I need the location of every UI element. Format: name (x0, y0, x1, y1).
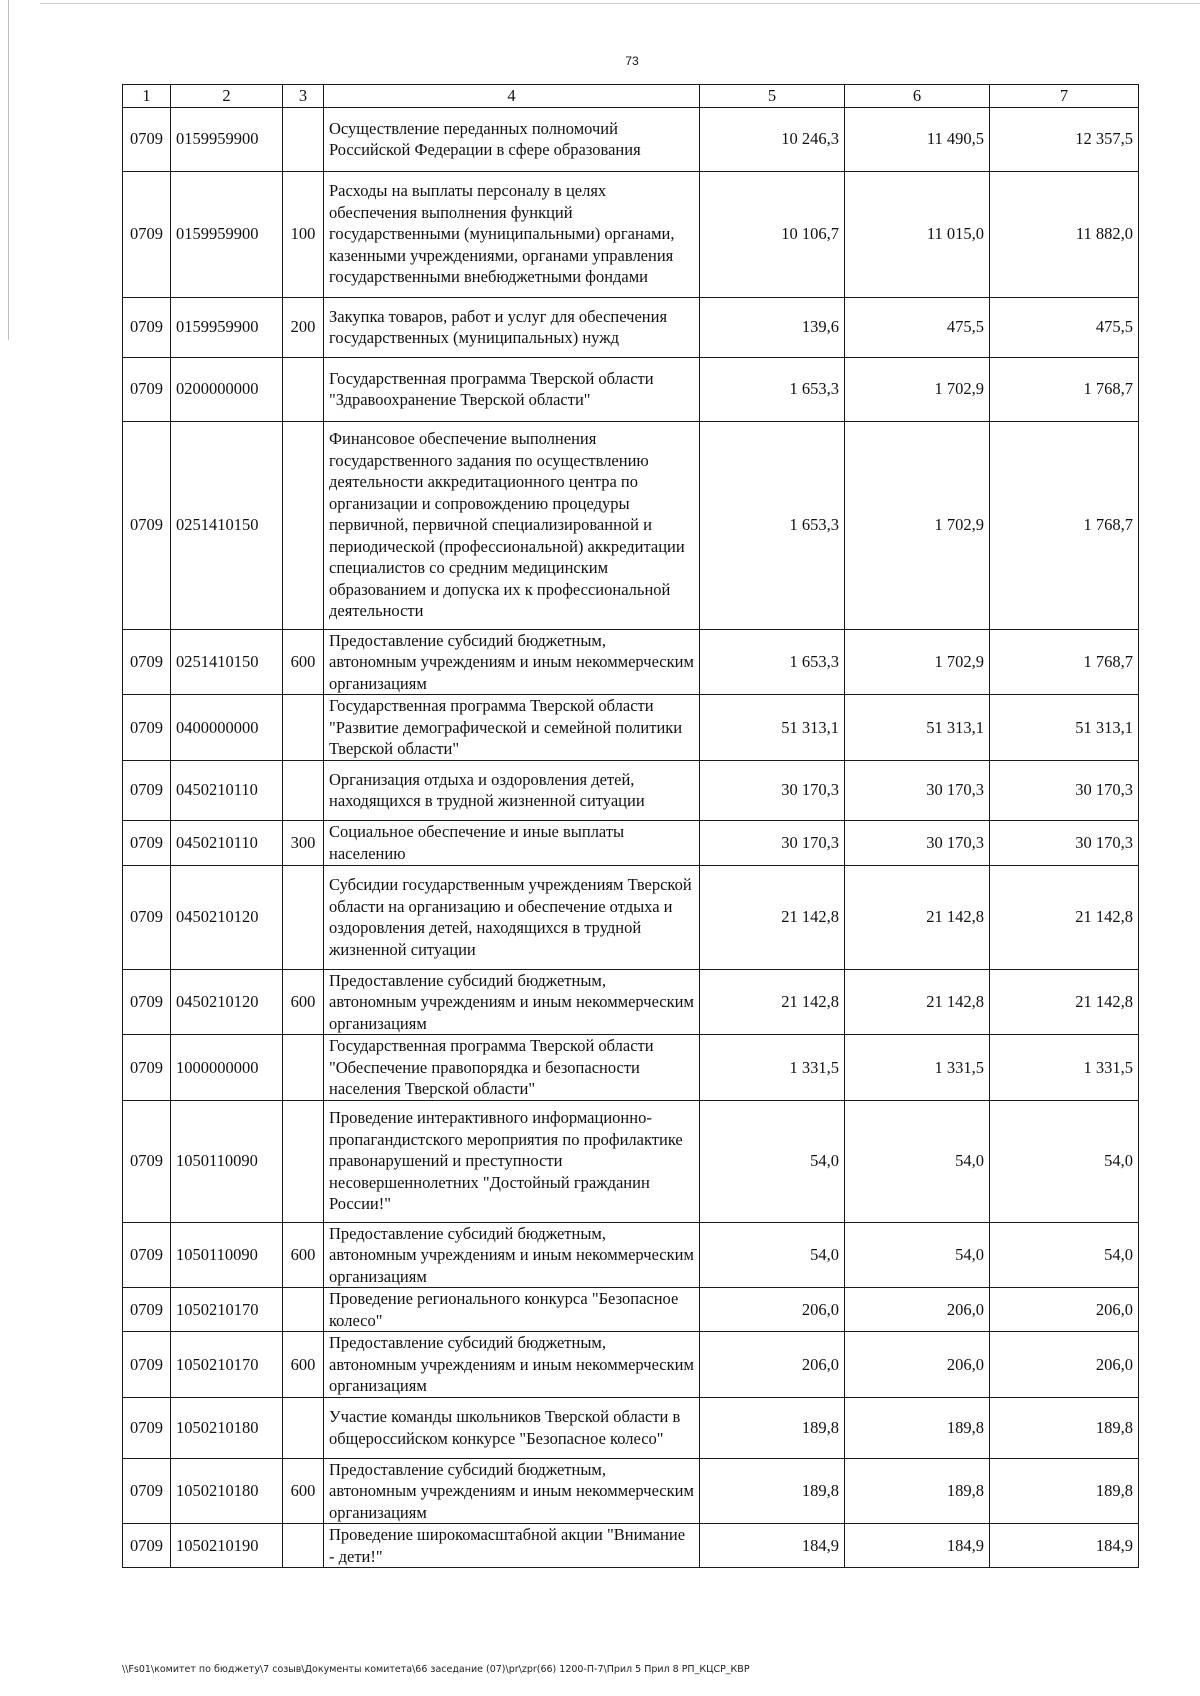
header-col-7: 7 (990, 85, 1139, 108)
target-code-cell: 0159959900 (171, 107, 283, 171)
scan-edge-left (8, 0, 9, 340)
item-name-cell: Проведение регионального конкурса "Безопасное колесо" (324, 1288, 700, 1332)
table-row (123, 171, 1139, 297)
expense-kind-cell: 200 (283, 297, 324, 357)
section-cell: 0709 (123, 1524, 171, 1568)
amount-col6-cell: 21 142,8 (845, 969, 990, 1035)
table-row (123, 1222, 1139, 1288)
section-cell: 0709 (123, 820, 171, 865)
footer-file-path: \\Fs01\комитет по бюджету\7 созыв\Документы комитета\66 заседание (07)\pr\zpr(66) 1200-П-7\Прил 5 Прил 8 РП_КЦСР_КВР (122, 1664, 750, 1675)
amount-col7-cell: 1 768,7 (990, 421, 1139, 629)
section-cell: 0709 (123, 695, 171, 761)
amount-col7-cell: 51 313,1 (990, 695, 1139, 761)
table-row (123, 107, 1139, 171)
section-cell: 0709 (123, 865, 171, 969)
section-cell: 0709 (123, 1332, 171, 1398)
item-name-cell: Предоставление субсидий бюджетным, автономным учреждениям и иным некоммерческим организациям (324, 629, 700, 695)
amount-col5-cell: 10 246,3 (700, 107, 845, 171)
item-name-cell: Закупка товаров, работ и услуг для обеспечения государственных (муниципальных) нужд (324, 297, 700, 357)
amount-col6-cell: 206,0 (845, 1332, 990, 1398)
amount-col7-cell: 189,8 (990, 1458, 1139, 1524)
amount-col5-cell: 189,8 (700, 1458, 845, 1524)
section-cell: 0709 (123, 1458, 171, 1524)
target-code-cell: 1050210170 (171, 1332, 283, 1398)
item-name-cell: Расходы на выплаты персоналу в целях обеспечения выполнения функций государственными (муниципальными) органами, казенными учреждениями, органами управления государственными внебюджетными фондами (324, 171, 700, 297)
target-code-cell: 0159959900 (171, 171, 283, 297)
amount-col7-cell: 1 768,7 (990, 357, 1139, 421)
section-cell: 0709 (123, 629, 171, 695)
amount-col7-cell: 21 142,8 (990, 969, 1139, 1035)
amount-col6-cell: 189,8 (845, 1397, 990, 1458)
amount-col6-cell: 51 313,1 (845, 695, 990, 761)
table-row (123, 1100, 1139, 1222)
table-body (123, 107, 1139, 1568)
item-name-cell: Субсидии государственным учреждениям Тверской области на организацию и обеспечение отдыха и оздоровления детей, находящихся в трудной жизненной ситуации (324, 865, 700, 969)
amount-col6-cell: 54,0 (845, 1100, 990, 1222)
header-col-1: 1 (123, 85, 171, 108)
expense-kind-cell (283, 865, 324, 969)
amount-col7-cell: 206,0 (990, 1288, 1139, 1332)
amount-col5-cell: 54,0 (700, 1222, 845, 1288)
section-cell: 0709 (123, 297, 171, 357)
amount-col7-cell: 12 357,5 (990, 107, 1139, 171)
item-name-cell: Участие команды школьников Тверской области в общероссийском конкурсе "Безопасное колесо" (324, 1397, 700, 1458)
section-cell: 0709 (123, 1100, 171, 1222)
expense-kind-cell (283, 760, 324, 820)
amount-col6-cell: 11 015,0 (845, 171, 990, 297)
target-code-cell: 0200000000 (171, 357, 283, 421)
amount-col5-cell: 21 142,8 (700, 865, 845, 969)
amount-col5-cell: 54,0 (700, 1100, 845, 1222)
target-code-cell: 1000000000 (171, 1035, 283, 1101)
section-cell: 0709 (123, 1222, 171, 1288)
page-number: 73 (625, 54, 639, 68)
table-row (123, 1332, 1139, 1398)
target-code-cell: 1050110090 (171, 1100, 283, 1222)
amount-col6-cell: 11 490,5 (845, 107, 990, 171)
amount-col7-cell: 189,8 (990, 1397, 1139, 1458)
table-row (123, 1288, 1139, 1332)
amount-col5-cell: 189,8 (700, 1397, 845, 1458)
amount-col7-cell: 21 142,8 (990, 865, 1139, 969)
section-cell: 0709 (123, 107, 171, 171)
scan-edge-top (40, 3, 1200, 4)
amount-col6-cell: 206,0 (845, 1288, 990, 1332)
table-row (123, 297, 1139, 357)
header-col-4: 4 (324, 85, 700, 108)
amount-col7-cell: 30 170,3 (990, 820, 1139, 865)
expense-kind-cell (283, 1288, 324, 1332)
amount-col6-cell: 21 142,8 (845, 865, 990, 969)
budget-table (122, 84, 1139, 1568)
section-cell: 0709 (123, 1288, 171, 1332)
amount-col7-cell: 1 331,5 (990, 1035, 1139, 1101)
target-code-cell: 1050110090 (171, 1222, 283, 1288)
amount-col7-cell: 30 170,3 (990, 760, 1139, 820)
amount-col5-cell: 1 653,3 (700, 357, 845, 421)
expense-kind-cell (283, 1035, 324, 1101)
amount-col5-cell: 10 106,7 (700, 171, 845, 297)
amount-col6-cell: 184,9 (845, 1524, 990, 1568)
amount-col6-cell: 54,0 (845, 1222, 990, 1288)
amount-col7-cell: 54,0 (990, 1222, 1139, 1288)
section-cell: 0709 (123, 421, 171, 629)
header-col-5: 5 (700, 85, 845, 108)
amount-col6-cell: 1 702,9 (845, 357, 990, 421)
item-name-cell: Предоставление субсидий бюджетным, автономным учреждениям и иным некоммерческим организациям (324, 1332, 700, 1398)
expense-kind-cell (283, 1397, 324, 1458)
expense-kind-cell (283, 357, 324, 421)
amount-col5-cell: 1 653,3 (700, 421, 845, 629)
expense-kind-cell (283, 1524, 324, 1568)
table-row (123, 760, 1139, 820)
expense-kind-cell (283, 1100, 324, 1222)
table-row (123, 629, 1139, 695)
amount-col5-cell: 206,0 (700, 1332, 845, 1398)
header-col-6: 6 (845, 85, 990, 108)
item-name-cell: Проведение широкомасштабной акции "Внимание - дети!" (324, 1524, 700, 1568)
target-code-cell: 0450210110 (171, 820, 283, 865)
item-name-cell: Государственная программа Тверской области "Развитие демографической и семейной политики Тверской области" (324, 695, 700, 761)
item-name-cell: Организация отдыха и оздоровления детей, находящихся в трудной жизненной ситуации (324, 760, 700, 820)
target-code-cell: 0251410150 (171, 629, 283, 695)
expense-kind-cell: 300 (283, 820, 324, 865)
item-name-cell: Финансовое обеспечение выполнения государственного задания по осуществлению деятельности аккредитационного центра по организации и сопровождению процедуры первичной, первичной специализированной и периодической (профессиональной) аккредитации специалистов со средним медицинским образованием и допуска их к профессиональной деятельности (324, 421, 700, 629)
amount-col5-cell: 1 331,5 (700, 1035, 845, 1101)
target-code-cell: 1050210170 (171, 1288, 283, 1332)
target-code-cell: 0159959900 (171, 297, 283, 357)
section-cell: 0709 (123, 357, 171, 421)
amount-col5-cell: 30 170,3 (700, 820, 845, 865)
table-row (123, 865, 1139, 969)
target-code-cell: 0450210120 (171, 969, 283, 1035)
item-name-cell: Предоставление субсидий бюджетным, автономным учреждениям и иным некоммерческим организациям (324, 1222, 700, 1288)
expense-kind-cell: 100 (283, 171, 324, 297)
target-code-cell: 0251410150 (171, 421, 283, 629)
amount-col5-cell: 139,6 (700, 297, 845, 357)
section-cell: 0709 (123, 969, 171, 1035)
amount-col7-cell: 475,5 (990, 297, 1139, 357)
section-cell: 0709 (123, 171, 171, 297)
expense-kind-cell (283, 421, 324, 629)
table-row (123, 1035, 1139, 1101)
target-code-cell: 0400000000 (171, 695, 283, 761)
amount-col6-cell: 475,5 (845, 297, 990, 357)
table-header-row (123, 85, 1139, 108)
amount-col7-cell: 206,0 (990, 1332, 1139, 1398)
expense-kind-cell: 600 (283, 629, 324, 695)
table-row (123, 969, 1139, 1035)
section-cell: 0709 (123, 1035, 171, 1101)
section-cell: 0709 (123, 1397, 171, 1458)
amount-col5-cell: 1 653,3 (700, 629, 845, 695)
section-cell: 0709 (123, 760, 171, 820)
amount-col6-cell: 1 702,9 (845, 421, 990, 629)
expense-kind-cell (283, 107, 324, 171)
table-row (123, 1524, 1139, 1568)
amount-col5-cell: 51 313,1 (700, 695, 845, 761)
amount-col7-cell: 54,0 (990, 1100, 1139, 1222)
target-code-cell: 0450210120 (171, 865, 283, 969)
item-name-cell: Государственная программа Тверской области "Обеспечение правопорядка и безопасности населения Тверской области" (324, 1035, 700, 1101)
amount-col6-cell: 30 170,3 (845, 760, 990, 820)
item-name-cell: Государственная программа Тверской области "Здравоохранение Тверской области" (324, 357, 700, 421)
amount-col5-cell: 184,9 (700, 1524, 845, 1568)
amount-col5-cell: 21 142,8 (700, 969, 845, 1035)
header-col-3: 3 (283, 85, 324, 108)
table-row (123, 820, 1139, 865)
item-name-cell: Предоставление субсидий бюджетным, автономным учреждениям и иным некоммерческим организациям (324, 969, 700, 1035)
expense-kind-cell: 600 (283, 1222, 324, 1288)
table-row (123, 1458, 1139, 1524)
amount-col7-cell: 11 882,0 (990, 171, 1139, 297)
amount-col7-cell: 184,9 (990, 1524, 1139, 1568)
table-row (123, 1397, 1139, 1458)
amount-col5-cell: 30 170,3 (700, 760, 845, 820)
item-name-cell: Предоставление субсидий бюджетным, автономным учреждениям и иным некоммерческим организациям (324, 1458, 700, 1524)
target-code-cell: 0450210110 (171, 760, 283, 820)
header-col-2: 2 (171, 85, 283, 108)
item-name-cell: Социальное обеспечение и иные выплаты населению (324, 820, 700, 865)
expense-kind-cell: 600 (283, 969, 324, 1035)
amount-col7-cell: 1 768,7 (990, 629, 1139, 695)
expense-kind-cell: 600 (283, 1332, 324, 1398)
table-row (123, 357, 1139, 421)
amount-col6-cell: 1 331,5 (845, 1035, 990, 1101)
target-code-cell: 1050210190 (171, 1524, 283, 1568)
target-code-cell: 1050210180 (171, 1397, 283, 1458)
amount-col5-cell: 206,0 (700, 1288, 845, 1332)
amount-col6-cell: 189,8 (845, 1458, 990, 1524)
amount-col6-cell: 30 170,3 (845, 820, 990, 865)
amount-col6-cell: 1 702,9 (845, 629, 990, 695)
table-row (123, 695, 1139, 761)
table-row (123, 421, 1139, 629)
item-name-cell: Проведение интерактивного информационно-пропагандистского мероприятия по профилактике правонарушений и преступности несовершеннолетних "Достойный гражданин России!" (324, 1100, 700, 1222)
target-code-cell: 1050210180 (171, 1458, 283, 1524)
expense-kind-cell: 600 (283, 1458, 324, 1524)
item-name-cell: Осуществление переданных полномочий Российской Федерации в сфере образования (324, 107, 700, 171)
expense-kind-cell (283, 695, 324, 761)
